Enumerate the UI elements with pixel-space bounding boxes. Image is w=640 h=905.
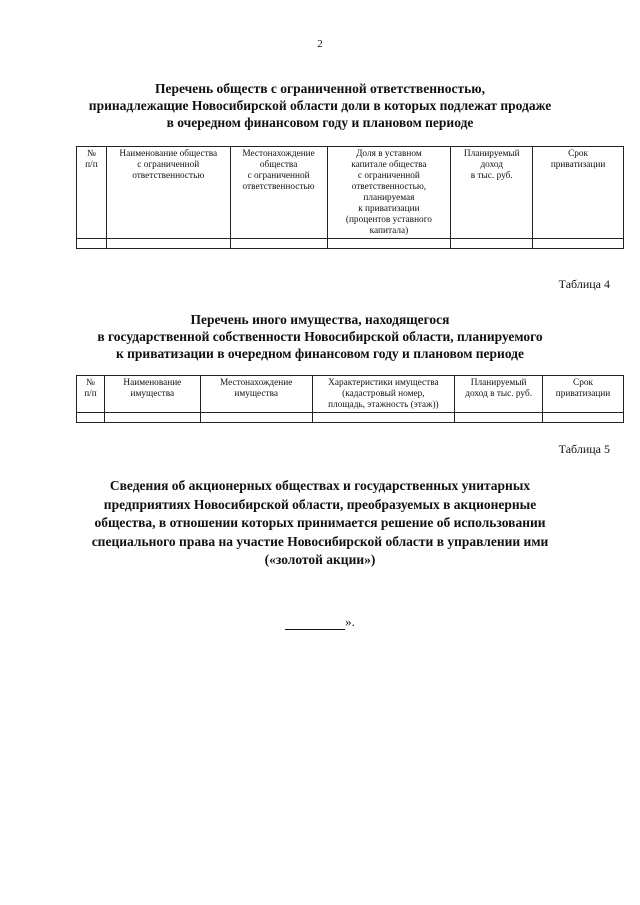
signature-underline [285, 618, 345, 630]
table4-header-number: № п/п [77, 376, 105, 413]
table5-title-line: предприятиях Новосибирской области, преобразуемых в акционерные [103, 496, 537, 512]
table-cell [455, 413, 543, 423]
table3-header-income: Планируемый доход в тыс. руб. [451, 147, 533, 239]
table-cell [106, 239, 230, 249]
table-cell [104, 413, 200, 423]
table-cell [543, 413, 624, 423]
table4 [76, 375, 624, 423]
closing-mark [0, 614, 640, 630]
table4-header-location: Местонахождение имущества [200, 376, 312, 413]
table4-empty-row [77, 413, 624, 423]
table4-header-income: Планируемый доход в тыс. руб. [455, 376, 543, 413]
table3-header-share: Доля в уставном капитале общества с ограниченной ответственностью, планируемая к приватизации (процентов уставного капитала) [327, 147, 451, 239]
table4-title-line: к приватизации в очередном финансовом году и плановом периоде [115, 346, 525, 361]
table-cell [312, 413, 455, 423]
table5-title [0, 477, 640, 570]
table4-title-line: в государственной собственности Новосибирской области, планируемого [97, 329, 543, 344]
table5-title-line: общества, в отношении которых принимается решение об использовании [94, 515, 546, 530]
table5-title-line: («золотой акции») [264, 552, 376, 567]
closing-suffix: ». [345, 614, 355, 629]
table4-header-row [77, 376, 624, 413]
table4-label: Таблица 4 [558, 277, 610, 291]
page-number: 2 [317, 38, 323, 50]
table5-title-line: специального права на участие Новосибирской области в управлении ими [91, 533, 549, 549]
table3-header-name: Наименование общества с ограниченной ответственностью [106, 147, 230, 239]
table5-label: Таблица 5 [558, 442, 610, 456]
table-cell [533, 239, 624, 249]
table3-title-line: Перечень обществ с ограниченной ответственностью, [155, 81, 485, 96]
table3-title-line: в очередном финансовом году и плановом периоде [166, 115, 474, 130]
table-cell [77, 413, 105, 423]
table-cell [230, 239, 327, 249]
table-cell [451, 239, 533, 249]
table-cell [77, 239, 107, 249]
table3-header-number: № п/п [77, 147, 107, 239]
table3-header-row [77, 147, 624, 239]
table5-title-line: Сведения об акционерных обществах и государственных унитарных [109, 478, 531, 493]
table3-title [0, 80, 640, 131]
table4-header-term: Срок приватизации [543, 376, 624, 413]
table4-header-name: Наименование имущества [104, 376, 200, 413]
table4-title-line: Перечень иного имущества, находящегося [190, 312, 450, 327]
table4-title [0, 311, 640, 362]
table3-title-line: принадлежащие Новосибирской области доли в которых подлежат продаже [88, 98, 552, 113]
table3-header-term: Срок приватизации [533, 147, 624, 239]
table3 [76, 146, 624, 249]
table3-empty-row [77, 239, 624, 249]
table-cell [200, 413, 312, 423]
table-cell [327, 239, 451, 249]
table4-header-characteristics: Характеристики имущества (кадастровый номер, площадь, этажность (этаж)) [312, 376, 455, 413]
table3-header-location: Местонахождение общества с ограниченной ответственностью [230, 147, 327, 239]
